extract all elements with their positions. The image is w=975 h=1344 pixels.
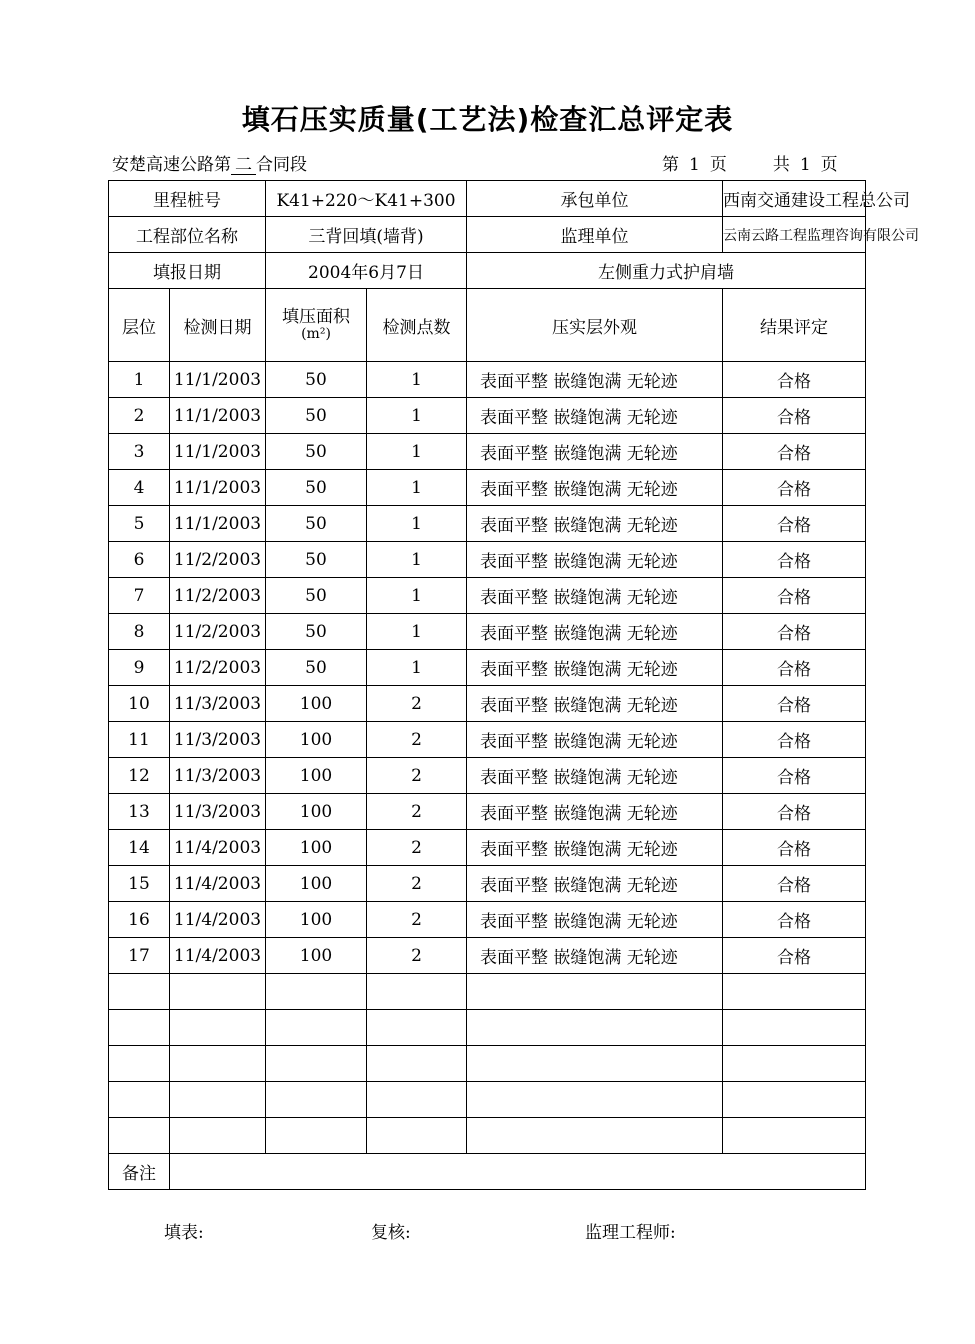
cell-date: 11/4/2003	[170, 830, 266, 866]
cell-result: 合格	[723, 866, 866, 902]
cell-result: 合格	[723, 758, 866, 794]
empty-row	[109, 1046, 866, 1082]
col-header-area	[266, 289, 367, 362]
cell-result: 合格	[723, 938, 866, 974]
reviewed-by-label: 复核:	[371, 1223, 411, 1243]
cell-result: 合格	[723, 650, 866, 686]
table-row	[109, 686, 866, 722]
empty-cell	[170, 1118, 266, 1154]
table-row	[109, 866, 866, 902]
col-header-result: 结果评定	[723, 289, 866, 362]
cell-points: 2	[367, 938, 467, 974]
cell-appearance: 表面平整 嵌缝饱满 无轮迹	[467, 758, 723, 794]
empty-cell	[109, 1046, 170, 1082]
table-row	[109, 362, 866, 398]
page-label-prefix: 第	[662, 155, 679, 175]
cell-points: 2	[367, 758, 467, 794]
cell-area: 100	[266, 758, 367, 794]
structure-value: 左侧重力式护肩墙	[467, 253, 866, 289]
cell-appearance: 表面平整 嵌缝饱满 无轮迹	[467, 470, 723, 506]
cell-layer: 10	[109, 686, 170, 722]
cell-date: 11/1/2003	[170, 470, 266, 506]
table-row	[109, 434, 866, 470]
col-header-date: 检测日期	[170, 289, 266, 362]
empty-cell	[266, 1010, 367, 1046]
cell-appearance: 表面平整 嵌缝饱满 无轮迹	[467, 722, 723, 758]
empty-cell	[170, 1046, 266, 1082]
total-label-prefix: 共	[772, 155, 790, 175]
report-date-label: 填报日期	[109, 253, 266, 289]
cell-result: 合格	[723, 362, 866, 398]
engineer-label: 监理工程师:	[585, 1223, 676, 1243]
cell-result: 合格	[723, 830, 866, 866]
cell-points: 1	[367, 614, 467, 650]
cell-result: 合格	[723, 794, 866, 830]
cell-appearance: 表面平整 嵌缝饱满 无轮迹	[467, 578, 723, 614]
empty-cell	[109, 974, 170, 1010]
cell-layer: 2	[109, 398, 170, 434]
cell-layer: 12	[109, 758, 170, 794]
cell-layer: 5	[109, 506, 170, 542]
cell-result: 合格	[723, 506, 866, 542]
filled-by-label: 填表:	[164, 1223, 204, 1243]
contractor-value: 西南交通建设工程总公司	[723, 181, 866, 217]
cell-date: 11/4/2003	[170, 938, 266, 974]
table-row	[109, 650, 866, 686]
table-row	[109, 938, 866, 974]
cell-layer: 11	[109, 722, 170, 758]
cell-area: 50	[266, 506, 367, 542]
cell-appearance: 表面平整 嵌缝饱满 无轮迹	[467, 686, 723, 722]
cell-layer: 15	[109, 866, 170, 902]
project-prefix: 安楚高速公路第	[112, 155, 231, 175]
table-row	[109, 758, 866, 794]
table-row	[109, 830, 866, 866]
cell-layer: 13	[109, 794, 170, 830]
cell-points: 2	[367, 722, 467, 758]
empty-cell	[723, 1010, 866, 1046]
cell-points: 2	[367, 686, 467, 722]
cell-result: 合格	[723, 614, 866, 650]
cell-date: 11/2/2003	[170, 650, 266, 686]
cell-date: 11/4/2003	[170, 866, 266, 902]
empty-cell	[723, 1118, 866, 1154]
cell-layer: 6	[109, 542, 170, 578]
project-suffix: 合同段	[256, 155, 307, 175]
empty-cell	[266, 974, 367, 1010]
cell-area: 50	[266, 470, 367, 506]
column-header-row	[109, 289, 866, 362]
cell-layer: 9	[109, 650, 170, 686]
empty-cell	[367, 1046, 467, 1082]
table-row	[109, 506, 866, 542]
col-header-appearance: 压实层外观	[467, 289, 723, 362]
supervisor-label: 监理单位	[467, 217, 723, 253]
cell-date: 11/3/2003	[170, 686, 266, 722]
cell-result: 合格	[723, 686, 866, 722]
cell-area: 50	[266, 434, 367, 470]
cell-result: 合格	[723, 578, 866, 614]
cell-layer: 3	[109, 434, 170, 470]
cell-points: 1	[367, 362, 467, 398]
cell-layer: 8	[109, 614, 170, 650]
cell-area: 50	[266, 650, 367, 686]
page-current: 1	[689, 155, 700, 175]
page-label-suffix: 页	[709, 155, 727, 175]
cell-layer: 1	[109, 362, 170, 398]
empty-row	[109, 1082, 866, 1118]
info-row-chainage	[109, 181, 866, 217]
chainage-label: 里程桩号	[109, 181, 266, 217]
project-line	[112, 150, 307, 175]
cell-date: 11/4/2003	[170, 902, 266, 938]
cell-points: 1	[367, 470, 467, 506]
table-row	[109, 542, 866, 578]
inspection-table	[108, 180, 919, 1190]
cell-result: 合格	[723, 542, 866, 578]
cell-area: 50	[266, 362, 367, 398]
chainage-value: K41+220～K41+300	[266, 181, 467, 217]
cell-date: 11/1/2003	[170, 506, 266, 542]
table-row	[109, 470, 866, 506]
empty-cell	[170, 1010, 266, 1046]
cell-points: 2	[367, 866, 467, 902]
cell-area: 100	[266, 866, 367, 902]
cell-appearance: 表面平整 嵌缝饱满 无轮迹	[467, 434, 723, 470]
cell-result: 合格	[723, 398, 866, 434]
info-row-date	[109, 253, 866, 289]
contract-number: 二	[231, 156, 256, 175]
cell-area: 100	[266, 938, 367, 974]
supervisor-value: 云南云路工程监理咨询有限公司	[723, 217, 866, 253]
cell-appearance: 表面平整 嵌缝饱满 无轮迹	[467, 650, 723, 686]
cell-date: 11/2/2003	[170, 542, 266, 578]
cell-points: 2	[367, 794, 467, 830]
cell-appearance: 表面平整 嵌缝饱满 无轮迹	[467, 542, 723, 578]
table-row	[109, 722, 866, 758]
cell-appearance: 表面平整 嵌缝饱满 无轮迹	[467, 614, 723, 650]
cell-layer: 16	[109, 902, 170, 938]
cell-area: 100	[266, 686, 367, 722]
empty-row	[109, 974, 866, 1010]
cell-date: 11/1/2003	[170, 434, 266, 470]
cell-layer: 4	[109, 470, 170, 506]
cell-appearance: 表面平整 嵌缝饱满 无轮迹	[467, 794, 723, 830]
remarks-row	[109, 1154, 866, 1190]
empty-cell	[723, 1046, 866, 1082]
cell-result: 合格	[723, 434, 866, 470]
table-row	[109, 578, 866, 614]
cell-appearance: 表面平整 嵌缝饱满 无轮迹	[467, 398, 723, 434]
document-title: 填石压实质量(工艺法)检查汇总评定表	[241, 103, 734, 136]
cell-date: 11/3/2003	[170, 794, 266, 830]
empty-cell	[723, 974, 866, 1010]
cell-appearance: 表面平整 嵌缝饱满 无轮迹	[467, 506, 723, 542]
cell-layer: 17	[109, 938, 170, 974]
cell-date: 11/3/2003	[170, 722, 266, 758]
page-indicator	[662, 150, 838, 175]
cell-points: 1	[367, 434, 467, 470]
cell-appearance: 表面平整 嵌缝饱满 无轮迹	[467, 362, 723, 398]
col-header-layer: 层位	[109, 289, 170, 362]
col-header-points: 检测点数	[367, 289, 467, 362]
empty-cell	[367, 1010, 467, 1046]
empty-cell	[467, 1082, 723, 1118]
cell-area: 50	[266, 578, 367, 614]
empty-row	[109, 1118, 866, 1154]
table-row	[109, 398, 866, 434]
cell-area: 50	[266, 614, 367, 650]
empty-cell	[266, 1046, 367, 1082]
cell-result: 合格	[723, 470, 866, 506]
table-row	[109, 794, 866, 830]
empty-cell	[367, 1082, 467, 1118]
cell-points: 1	[367, 542, 467, 578]
remarks-label: 备注	[109, 1154, 170, 1190]
empty-cell	[170, 974, 266, 1010]
location-label: 工程部位名称	[109, 217, 266, 253]
col-header-area-label: 填压面积	[282, 307, 350, 327]
empty-cell	[367, 1118, 467, 1154]
cell-date: 11/1/2003	[170, 398, 266, 434]
empty-cell	[367, 974, 467, 1010]
cell-area: 50	[266, 398, 367, 434]
cell-points: 1	[367, 578, 467, 614]
report-date-value: 2004年6月7日	[266, 253, 467, 289]
location-value: 三背回填(墙背)	[266, 217, 467, 253]
cell-area: 100	[266, 902, 367, 938]
cell-points: 1	[367, 398, 467, 434]
cell-area: 100	[266, 830, 367, 866]
cell-points: 2	[367, 902, 467, 938]
cell-area: 100	[266, 794, 367, 830]
empty-cell	[723, 1082, 866, 1118]
cell-date: 11/3/2003	[170, 758, 266, 794]
empty-row	[109, 1010, 866, 1046]
cell-date: 11/2/2003	[170, 578, 266, 614]
table-row	[109, 902, 866, 938]
cell-result: 合格	[723, 902, 866, 938]
cell-points: 1	[367, 650, 467, 686]
col-header-area-unit: (m²)	[301, 326, 331, 342]
table-row	[109, 614, 866, 650]
empty-cell	[109, 1010, 170, 1046]
cell-result: 合格	[723, 722, 866, 758]
cell-layer: 14	[109, 830, 170, 866]
cell-date: 11/2/2003	[170, 614, 266, 650]
cell-appearance: 表面平整 嵌缝饱满 无轮迹	[467, 866, 723, 902]
cell-area: 100	[266, 722, 367, 758]
empty-cell	[467, 1046, 723, 1082]
remarks-value	[170, 1154, 866, 1190]
cell-points: 2	[367, 830, 467, 866]
empty-cell	[266, 1118, 367, 1154]
empty-cell	[266, 1082, 367, 1118]
cell-appearance: 表面平整 嵌缝饱满 无轮迹	[467, 902, 723, 938]
empty-cell	[467, 1010, 723, 1046]
contractor-label: 承包单位	[467, 181, 723, 217]
cell-date: 11/1/2003	[170, 362, 266, 398]
empty-cell	[109, 1082, 170, 1118]
info-row-location	[109, 217, 866, 253]
empty-cell	[467, 974, 723, 1010]
cell-appearance: 表面平整 嵌缝饱满 无轮迹	[467, 830, 723, 866]
empty-cell	[109, 1118, 170, 1154]
cell-area: 50	[266, 542, 367, 578]
page-total: 1	[799, 155, 811, 175]
cell-appearance: 表面平整 嵌缝饱满 无轮迹	[467, 938, 723, 974]
empty-cell	[467, 1118, 723, 1154]
cell-points: 1	[367, 506, 467, 542]
cell-layer: 7	[109, 578, 170, 614]
total-label-suffix: 页	[820, 155, 838, 175]
empty-cell	[170, 1082, 266, 1118]
